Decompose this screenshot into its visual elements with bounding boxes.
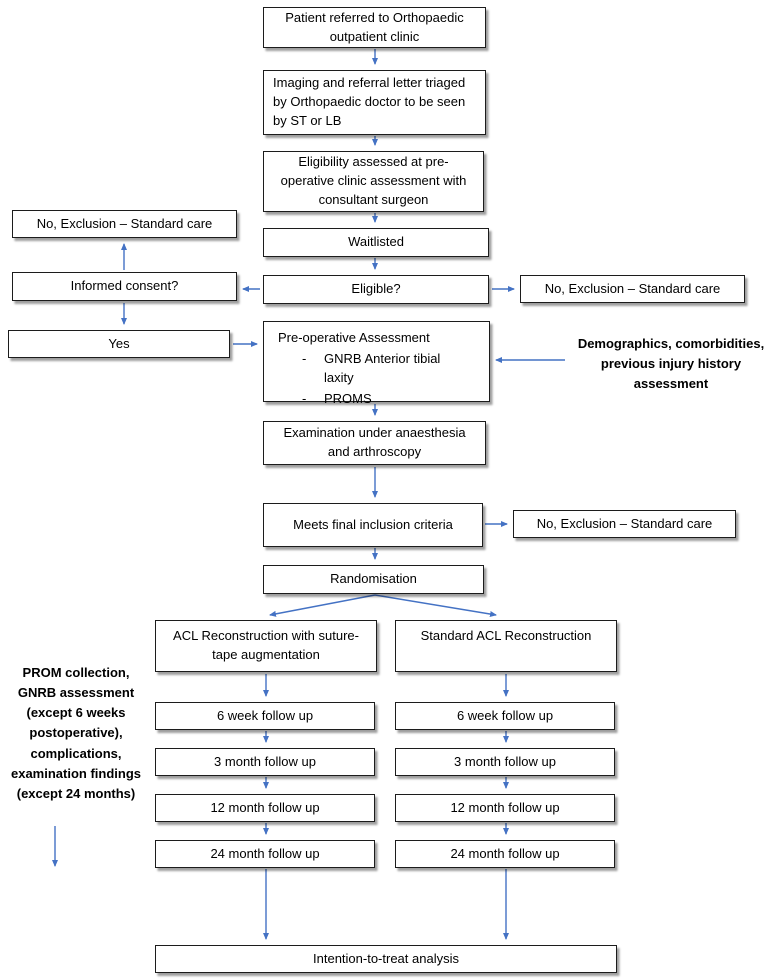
node-exclusion-not-eligible: No, Exclusion – Standard care <box>520 275 745 303</box>
node-waitlisted: Waitlisted <box>263 228 489 257</box>
preop-bullet-proms: - PROMS <box>302 390 372 409</box>
preop-bullet-gnrb: - GNRB Anterior tibial laxity <box>302 350 456 388</box>
node-left-followup-24mo: 24 month follow up <box>155 840 375 868</box>
preop-title: Pre-operative Assessment <box>278 330 430 345</box>
node-right-followup-6wk: 6 week follow up <box>395 702 615 730</box>
bullet-dash: - <box>302 350 307 366</box>
node-right-followup-12mo: 12 month follow up <box>395 794 615 822</box>
node-triage: Imaging and referral letter triaged by Orthopaedic doctor to be seen by ST or LB <box>263 70 486 135</box>
node-arm-standard: Standard ACL Reconstruction <box>395 620 617 672</box>
node-informed-consent: Informed consent? <box>12 272 237 301</box>
annotation-demographics: Demographics, comorbidities, previous injury history assessment <box>577 336 765 392</box>
node-left-followup-6wk: 6 week follow up <box>155 702 375 730</box>
node-examination: Examination under anaesthesia and arthroscopy <box>263 421 486 465</box>
node-intention-to-treat: Intention-to-treat analysis <box>155 945 617 973</box>
node-referral: Patient referred to Orthopaedic outpatient clinic <box>263 7 486 48</box>
node-preop-assessment <box>263 321 490 406</box>
annotation-prom-collection: PROM collection, GNRB assessment (except 6 weeks postoperative), complications, examination findings (except 24 months) <box>10 665 141 801</box>
node-eligibility-assessment: Eligibility assessed at pre-operative clinic assessment with consultant surgeon <box>263 151 484 212</box>
node-randomisation: Randomisation <box>263 565 484 594</box>
node-right-followup-3mo: 3 month follow up <box>395 748 615 776</box>
node-eligible: Eligible? <box>263 275 489 304</box>
node-arm-suture-tape: ACL Reconstruction with suture-tape augmentation <box>155 620 377 672</box>
node-left-followup-12mo: 12 month follow up <box>155 794 375 822</box>
arrow-randomisation-to-suture-arm <box>270 595 375 615</box>
node-exclusion-no-consent: No, Exclusion – Standard care <box>12 210 237 238</box>
node-exclusion-criteria: No, Exclusion – Standard care <box>513 510 736 538</box>
node-final-inclusion-criteria: Meets final inclusion criteria <box>263 503 483 547</box>
node-right-followup-24mo: 24 month follow up <box>395 840 615 868</box>
node-yes: Yes <box>8 330 230 358</box>
arrow-randomisation-to-standard-arm <box>375 595 496 615</box>
bullet-dash: - <box>302 390 307 406</box>
node-left-followup-3mo: 3 month follow up <box>155 748 375 776</box>
